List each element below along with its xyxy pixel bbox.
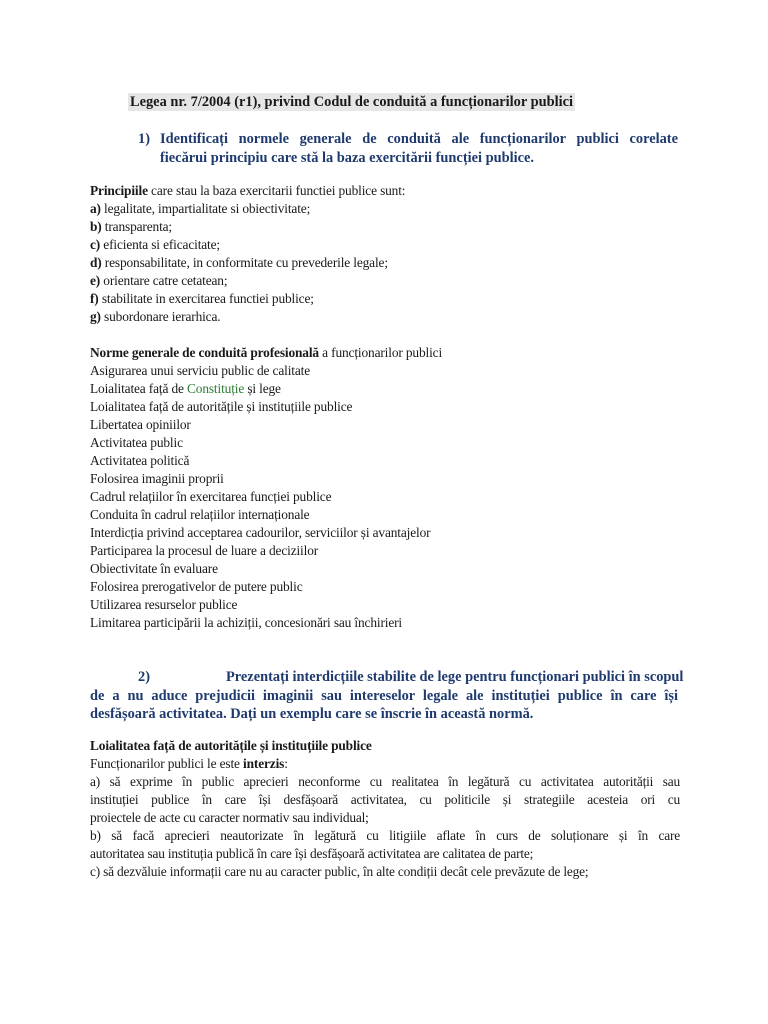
loyalty-heading: Loialitatea față de autoritățile și instituțiile publice	[90, 738, 372, 753]
principle-letter: a)	[90, 201, 101, 216]
question-2-line-1-text: Prezentați interdicțiile stabilite de lege pentru funcționari publici în scopul	[226, 669, 684, 685]
principle-text: orientare catre cetatean;	[100, 273, 228, 288]
document-title: Legea nr. 7/2004 (r1), privind Codul de conduită a funcționarilor publici	[130, 94, 573, 110]
question-2-line-3: desfășoară activitatea. Dați un exemplu care se înscrie în această normă.	[90, 706, 534, 722]
question-2	[90, 668, 684, 724]
norm-item-text: Loialitatea față de	[90, 381, 187, 396]
norm-item: Loialitatea față de autoritățile și instituțiile publice	[90, 399, 353, 414]
question-2-line-1	[90, 668, 684, 687]
principles-heading	[90, 182, 680, 200]
loyalty-intro-text: Funcționarilor publici le este	[90, 756, 244, 771]
norm-item: Utilizarea resurselor publice	[90, 597, 238, 612]
question-1	[138, 130, 678, 167]
loyalty-line: a) să exprime în public aprecieri neconforme cu realitatea în legătură cu activitatea autorității sau	[90, 774, 680, 789]
question-1-line-2: fiecărui principiu care stă la baza exercitării funcției publice.	[160, 149, 534, 166]
loyalty-line: autoritatea sau instituția publică în care își desfășoară activitatea are calitatea de parte;	[90, 846, 534, 861]
loyalty-line: b) să facă aprecieri neautorizate în legătură cu litigiile aflate în curs de soluționare și în care	[90, 828, 680, 843]
principle-text: legalitate, impartialitate si obiectivitate;	[100, 201, 311, 216]
constitutie-link[interactable]: Constituție	[187, 381, 245, 396]
principle-item	[90, 308, 680, 326]
principle-text: subordonare ierarhica.	[100, 309, 221, 324]
loyalty-intro	[90, 755, 680, 773]
loyalty-intro-bold: interzis	[243, 756, 285, 771]
loyalty-line: c) să dezvăluie informații care nu au caracter public, în alte condiții decât cele prevăzute de lege;	[90, 864, 589, 879]
principle-letter: f)	[90, 291, 99, 306]
principle-letter: d)	[90, 255, 102, 270]
principle-item	[90, 200, 680, 218]
principle-text: eficienta si eficacitate;	[100, 237, 220, 252]
principles-heading-bold: Principiile	[90, 183, 148, 198]
question-1-line-1: Identificați normele generale de conduită ale funcționarilor publici corelate	[160, 131, 678, 147]
principle-item	[90, 236, 680, 254]
norm-item: Activitatea politică	[90, 453, 190, 468]
norm-item	[90, 380, 680, 398]
principle-text: responsabilitate, in conformitate cu prevederile legale;	[101, 255, 388, 270]
principles-heading-rest: care stau la baza exercitarii functiei publice sunt:	[147, 183, 406, 198]
norm-item: Limitarea participării la achiziții, concesionări sau închirieri	[90, 615, 403, 630]
norms-heading-bold: Norme generale de conduită profesională	[90, 345, 319, 360]
norms-section	[90, 344, 680, 632]
question-1-number: 1)	[138, 131, 150, 147]
principle-item	[90, 272, 680, 290]
norm-item: Interdicția privind acceptarea cadourilor, serviciilor și avantajelor	[90, 525, 431, 540]
norm-item: Conduita în cadrul relațiilor internaționale	[90, 507, 310, 522]
norm-item: Asigurarea unui serviciu public de calitate	[90, 363, 310, 378]
norm-item: Activitatea public	[90, 435, 183, 450]
loyalty-section	[90, 737, 680, 881]
principle-text: stabilitate in exercitarea functiei publice;	[98, 291, 314, 306]
question-2-line-2: de a nu aduce prejudicii imaginii sau intereselor legale ale instituției publice în care își	[90, 687, 678, 704]
principle-item	[90, 218, 680, 236]
norm-item: Folosirea prerogativelor de putere public	[90, 579, 303, 594]
norm-item: Libertatea opiniilor	[90, 417, 191, 432]
principle-letter: g)	[90, 309, 101, 324]
norm-item: Obiectivitate în evaluare	[90, 561, 218, 576]
principle-letter: b)	[90, 219, 102, 234]
norm-item: Participarea la procesul de luare a deciziilor	[90, 543, 319, 558]
norms-heading-rest: a funcționarilor publici	[318, 345, 443, 360]
principle-item	[90, 290, 680, 308]
norms-heading	[90, 344, 680, 362]
principle-letter: e)	[90, 273, 101, 288]
norm-item-tail: și lege	[244, 381, 281, 396]
principles-section	[90, 182, 680, 326]
loyalty-line: proiectele de acte cu caracter normativ sau individual;	[90, 810, 369, 825]
principle-letter: c)	[90, 237, 101, 252]
loyalty-line: instituției publice în care își desfășoară activitatea, cu politicile și strategiile acesteia ori cu	[90, 792, 680, 807]
norm-item: Folosirea imaginii proprii	[90, 471, 224, 486]
norm-item: Cadrul relațiilor în exercitarea funcției publice	[90, 489, 332, 504]
question-2-number: 2)	[138, 669, 150, 685]
principle-text: transparenta;	[101, 219, 173, 234]
loyalty-intro-end: :	[284, 756, 288, 771]
principle-item	[90, 254, 680, 272]
